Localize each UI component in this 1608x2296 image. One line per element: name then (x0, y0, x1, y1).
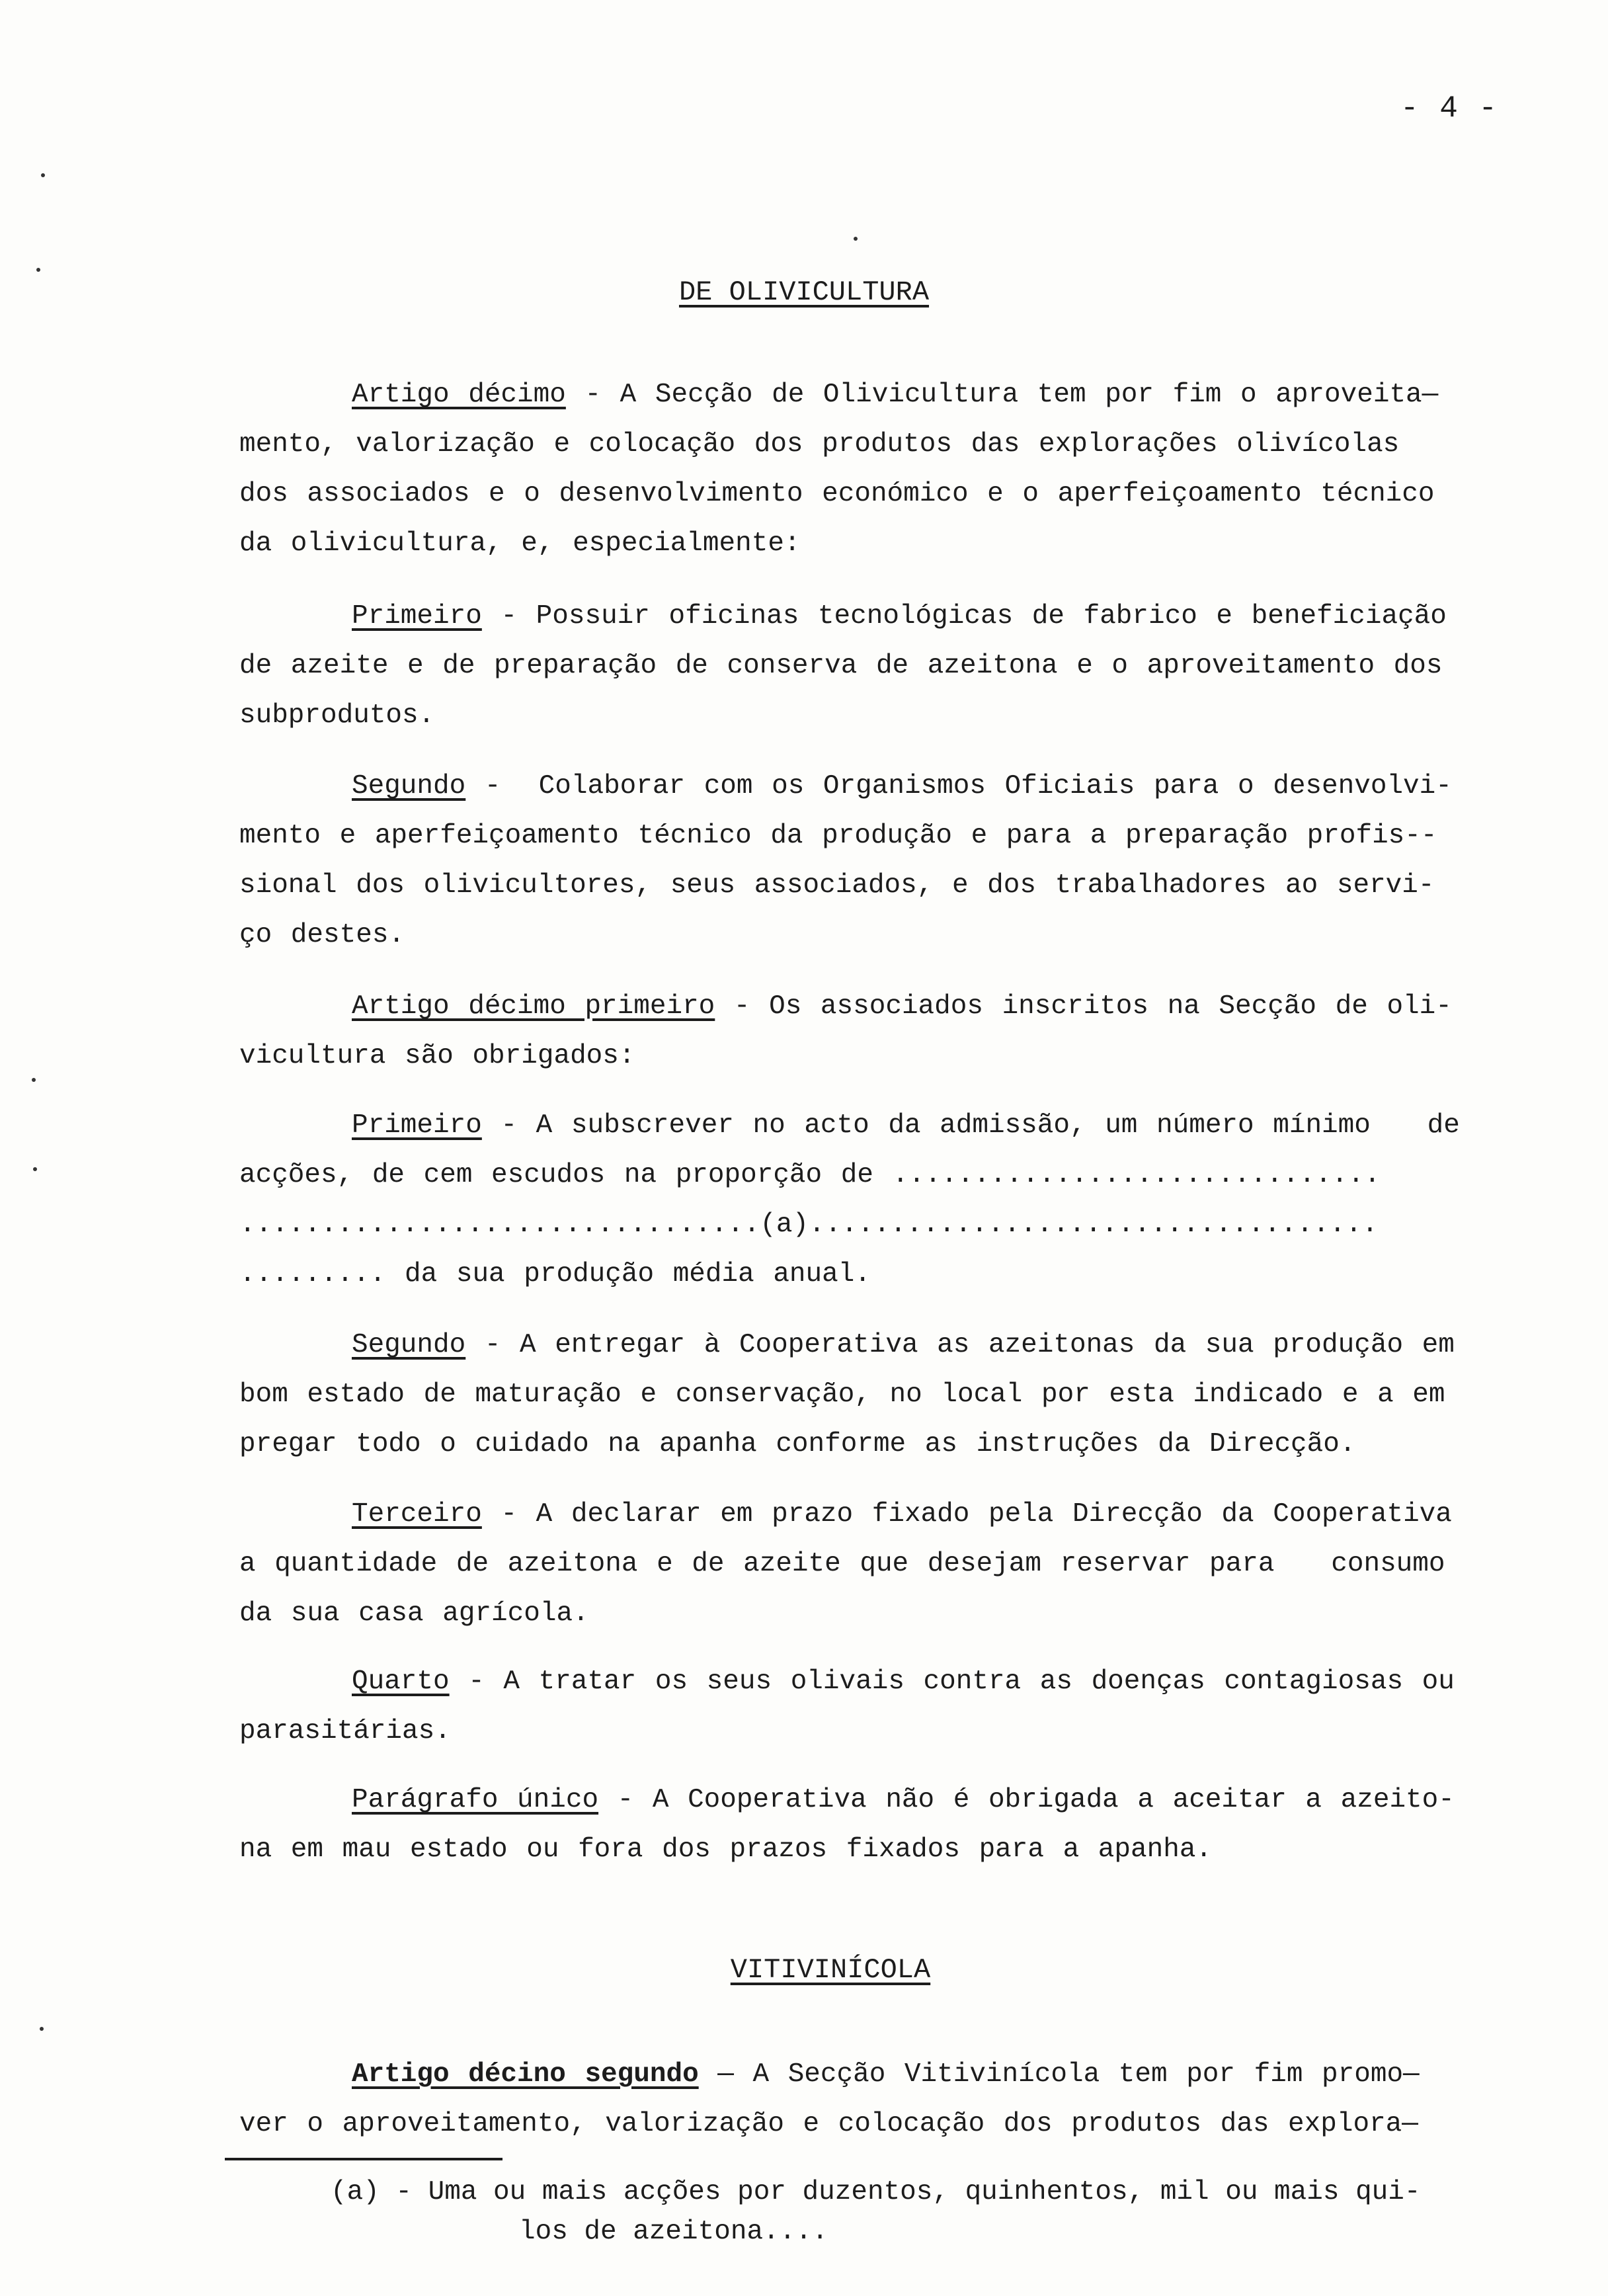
paragraph-text: - A declarar em prazo fixado pela Direcção da Cooperativa (481, 1499, 1452, 1530)
paragraph-quarto (239, 1657, 1529, 1756)
scan-speck (36, 268, 40, 272)
paragraph-line: parasitárias. (239, 1716, 451, 1746)
footnote (331, 2172, 1534, 2252)
scan-speck (40, 2027, 44, 2031)
paragraph-line: ver o aproveitamento, valorização e colocação dos produtos das explora— (239, 2109, 1418, 2139)
paragraph-lead: Artigo décino segundo (352, 2059, 699, 2090)
paragraph-primeiro-obrigacao (239, 1101, 1529, 1299)
paragraph-line: mento, valorização e colocação dos produtos das explorações olivícolas (239, 429, 1400, 460)
paragraph-line: da sua casa agrícola. (239, 1598, 589, 1629)
paragraph-line: na em mau estado ou fora dos prazos fixados para a apanha. (239, 1834, 1213, 1865)
footnote-continuation: los de azeitona.... (519, 2217, 828, 2247)
paragraph-artigo-decimo-segundo (239, 2050, 1529, 2149)
paragraph-text: - Os associados inscritos na Secção de oli- (715, 991, 1452, 1022)
section-heading-vitivinicola: VITIVINÍCOLA (730, 1954, 931, 1986)
paragraph-lead: Primeiro (352, 601, 482, 632)
paragraph-line: da olivicultura, e, especialmente: (239, 528, 801, 559)
scan-speck (32, 1078, 36, 1082)
paragraph-lead: Segundo (352, 1330, 466, 1360)
paragraph-line: ................................(a)................................... (239, 1210, 1379, 1240)
paragraph-lead: Parágrafo único (352, 1785, 599, 1815)
paragraph-line: de azeite e de preparação de conserva de azeitona e o aproveitamento dos (239, 651, 1443, 681)
footnote-marker: (a) - (331, 2177, 413, 2207)
paragraph-line: dos associados e o desenvolvimento económico e o aperfeiçoamento técnico (239, 479, 1435, 509)
paragraph-lead: Quarto (352, 1666, 450, 1697)
paragraph-text: - A tratar os seus olivais contra as doenças contagiosas ou (449, 1666, 1455, 1697)
paragraph-lead: Artigo décimo primeiro (352, 991, 715, 1022)
paragraph-artigo-decimo (239, 370, 1529, 569)
paragraph-lead: Terceiro (352, 1499, 482, 1530)
paragraph-line: bom estado de maturação e conservação, no local por esta indicado e a em (239, 1379, 1445, 1410)
paragraph-line: subprodutos. (239, 700, 435, 731)
paragraph-text: - A entregar à Cooperativa as azeitonas da sua produção em (465, 1330, 1455, 1360)
paragraph-line: acções, de cem escudos na proporção de .............................. (239, 1160, 1381, 1190)
paragraph-text: - Possuir oficinas tecnológicas de fabrico e beneficiação (481, 601, 1447, 632)
paragraph-terceiro (239, 1490, 1529, 1639)
section-heading-olivicultura: DE OLIVICULTURA (678, 276, 930, 308)
paragraph-lead: Primeiro (352, 1110, 482, 1141)
paragraph-line: a quantidade de azeitona e de azeite que desejam reservar para consumo (239, 1549, 1445, 1579)
paragraph-text: - A Cooperativa não é obrigada a aceitar a azeito- (598, 1785, 1455, 1815)
paragraph-line: vicultura são obrigados: (239, 1041, 635, 1071)
paragraph-segundo (239, 762, 1529, 960)
paragraph-segundo-obrigacao (239, 1321, 1529, 1469)
page-number: - 4 - (1400, 91, 1499, 126)
paragraph-lead: Artigo décimo (352, 380, 566, 410)
paragraph-lead: Segundo (352, 771, 466, 801)
paragraph-primeiro (239, 592, 1529, 741)
paragraph-text: — A Secção Vitivinícola tem por fim promo— (698, 2059, 1420, 2090)
paragraph-line: ço destes. (239, 920, 405, 950)
footnote-separator (225, 2158, 502, 2160)
paragraph-text: - Colaborar com os Organismos Oficiais para o desenvolvi- (465, 771, 1452, 801)
scan-speck (854, 237, 858, 241)
paragraph-text: - A subscrever no acto da admissão, um número mínimo de (481, 1110, 1460, 1141)
paragraph-line: ......... da sua produção média anual. (239, 1259, 871, 1290)
paragraph-paragrafo-unico (239, 1776, 1529, 1875)
paragraph-line: pregar todo o cuidado na apanha conforme as instruções da Direcção. (239, 1429, 1356, 1459)
scan-speck (33, 1167, 37, 1171)
paragraph-line: sional dos olivicultores, seus associados, e dos trabalhadores ao servi- (239, 870, 1435, 901)
footnote-text: Uma ou mais acções por duzentos, quinhentos, mil ou mais qui- (412, 2177, 1421, 2207)
scan-speck (41, 173, 45, 177)
paragraph-line: mento e aperfeiçoamento técnico da produção e para a preparação profis-- (239, 821, 1437, 851)
paragraph-text: - A Secção de Olivicultura tem por fim o aproveita— (565, 380, 1439, 410)
paragraph-artigo-decimo-primeiro (239, 982, 1529, 1081)
